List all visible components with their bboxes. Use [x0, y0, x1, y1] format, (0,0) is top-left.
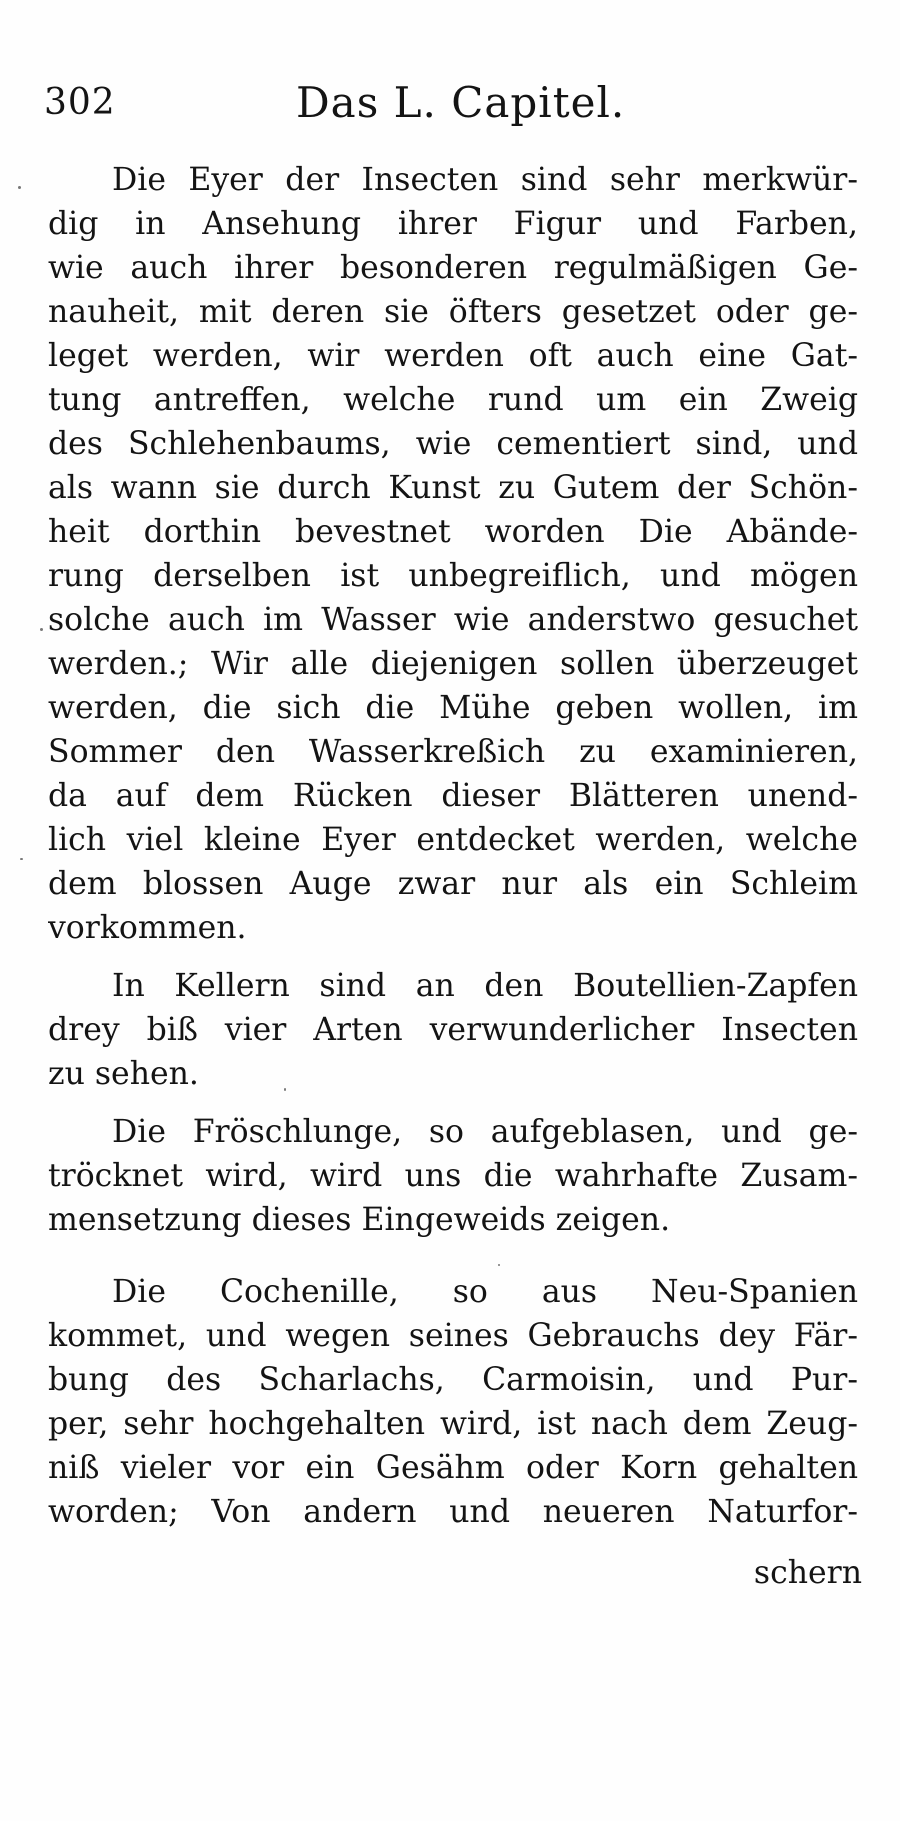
paper-speck — [20, 858, 23, 860]
text-line: mensetzung dieses Eingeweids zeigen. — [48, 1202, 671, 1238]
text-line: drey biß vier Arten verwunderlicher Insecten — [48, 1012, 858, 1048]
text-line: nauheit, mit deren sie öfters gesetzet oder ge- — [48, 294, 858, 330]
text-line: dem blossen Auge zwar nur als ein Schleim — [48, 866, 858, 902]
text-line: da auf dem Rücken dieser Blätteren unend- — [48, 778, 858, 814]
text-line: leget werden, wir werden oft auch eine Gat- — [48, 338, 858, 374]
paragraph-cellars — [48, 964, 858, 1096]
catchword: schern — [753, 1555, 862, 1591]
paper-speck — [498, 1264, 500, 1266]
text-line: zu sehen. — [48, 1056, 199, 1092]
paper-speck — [284, 1088, 286, 1091]
text-line: Sommer den Wasserkreßich zu examinieren, — [48, 734, 858, 770]
text-line: vorkommen. — [48, 910, 247, 946]
text-line: Die Cochenille, so aus Neu-Spanien — [112, 1274, 858, 1310]
body-text — [48, 158, 858, 1548]
text-line: Die Eyer der Insecten sind sehr merkwür- — [112, 162, 858, 198]
text-line: dig in Ansehung ihrer Figur und Farben, — [48, 206, 858, 242]
paragraph-frog-lung — [48, 1110, 858, 1242]
text-line: worden; Von andern und neueren Naturfor- — [48, 1494, 858, 1530]
paper-speck — [40, 628, 43, 631]
text-line: In Kellern sind an den Boutellien-Zapfen — [112, 968, 858, 1004]
running-title: Das L. Capitel. — [296, 78, 626, 127]
text-line: rung derselben ist unbegreiflich, und mögen — [48, 558, 858, 594]
text-line: als wann sie durch Kunst zu Gutem der Schön- — [48, 470, 858, 506]
text-line: kommet, und wegen seines Gebrauchs dey Fär- — [48, 1318, 858, 1354]
text-line: lich viel kleine Eyer entdecket werden, welche — [48, 822, 858, 858]
text-line: heit dorthin bevestnet worden Die Abände- — [48, 514, 858, 550]
text-line: tröcknet wird, wird uns die wahrhafte Zusam- — [48, 1158, 858, 1194]
text-line: solche auch im Wasser wie anderstwo gesuchet — [48, 602, 858, 638]
text-line: niß vieler vor ein Gesähm oder Korn gehalten — [48, 1450, 858, 1486]
text-line: werden.; Wir alle diejenigen sollen überzeuget — [48, 646, 858, 682]
paragraph-eggs — [48, 158, 858, 950]
text-line: werden, die sich die Mühe geben wollen, im — [48, 690, 858, 726]
paper-speck — [18, 186, 21, 189]
text-line: tung antreffen, welche rund um ein Zweig — [48, 382, 858, 418]
page-header — [44, 78, 844, 138]
text-line: wie auch ihrer besonderen regulmäßigen Ge- — [48, 250, 858, 286]
paragraph-cochineal — [48, 1270, 858, 1534]
text-line: Die Fröschlunge, so aufgeblasen, und ge- — [112, 1114, 858, 1150]
text-line: des Schlehenbaums, wie cementiert sind, und — [48, 426, 858, 462]
page-number: 302 — [44, 82, 116, 123]
text-line: bung des Scharlachs, Carmoisin, und Pur- — [48, 1362, 858, 1398]
text-line: per, sehr hochgehalten wird, ist nach dem Zeug- — [48, 1406, 858, 1442]
